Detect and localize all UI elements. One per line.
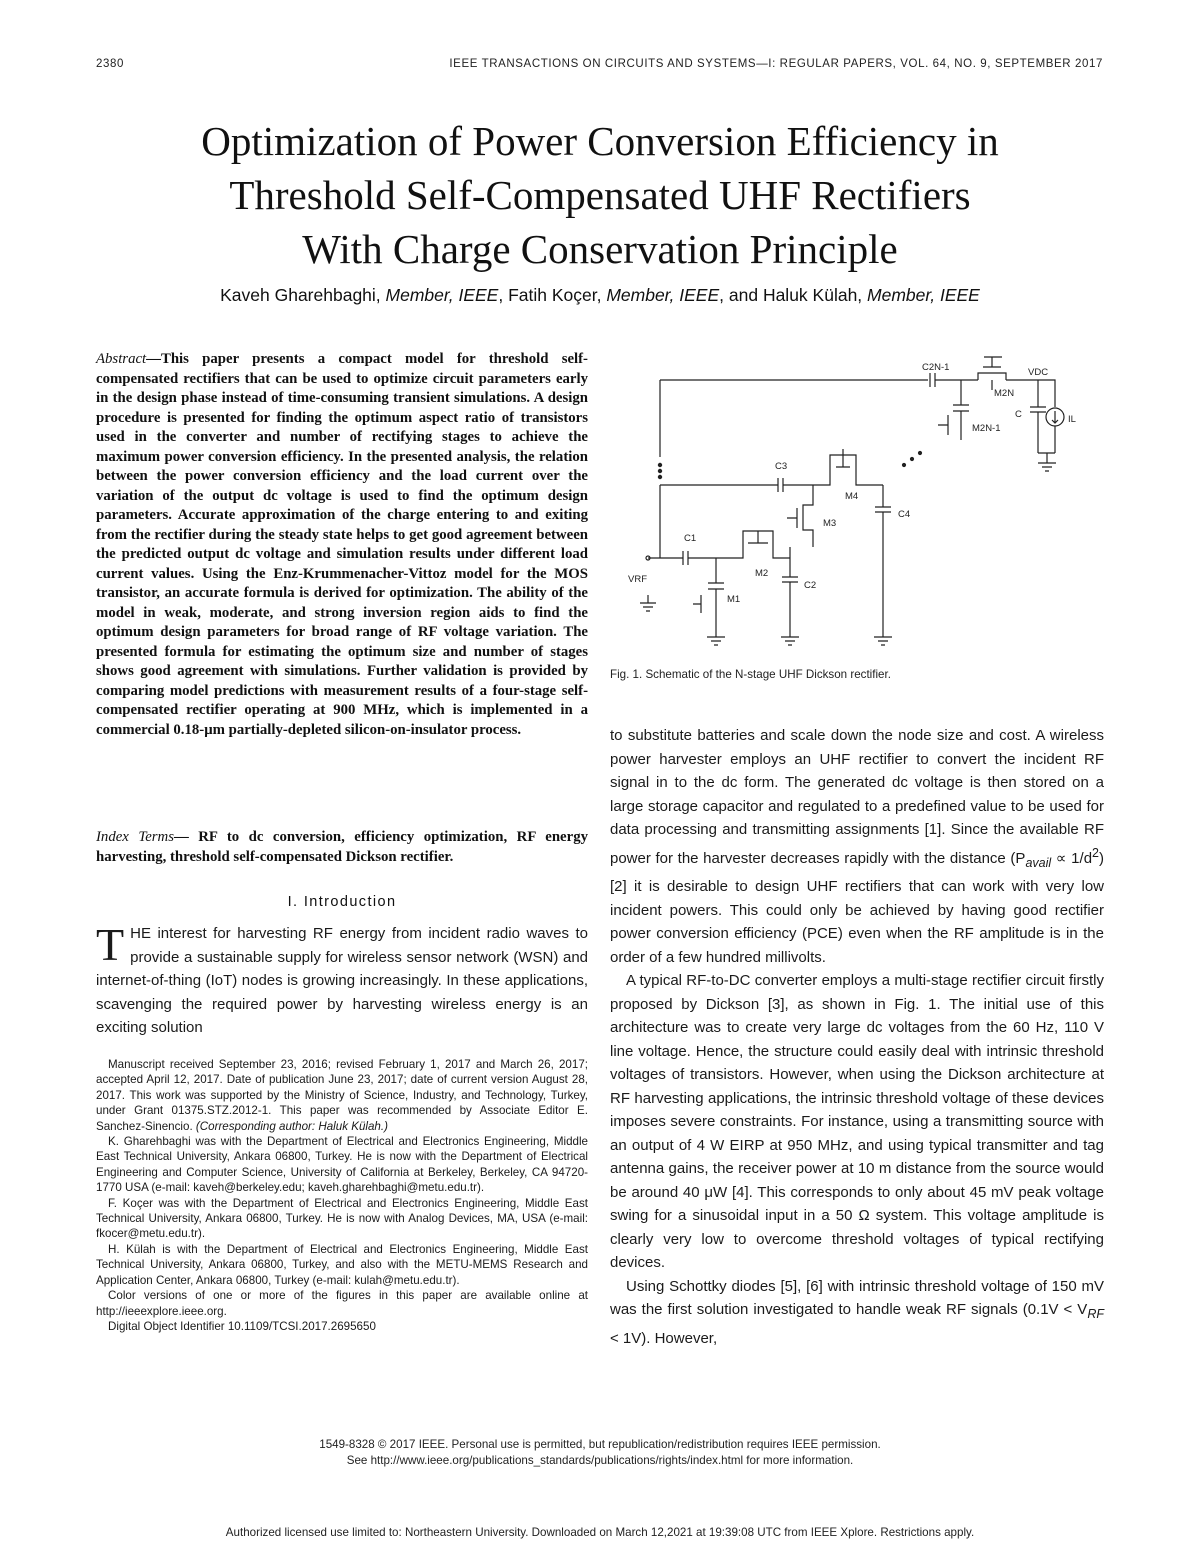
footnote: H. Külah is with the Department of Electrical and Electronics Engineering, Middle East Technical University, Ankara 06800, Turkey, and also with the METU-MEMS Research and Application Center, Ankara 06800, Turkey (e-mail: kulah@metu.edu.tr). [96, 1242, 588, 1287]
superscript: 2 [1092, 845, 1099, 860]
author-list [60, 285, 1140, 306]
transistor-m4-gate [836, 449, 850, 467]
author-membership: Member, IEEE [867, 285, 980, 305]
page-number: 2380 [96, 58, 124, 70]
body-text: Using Schottky diodes [5], [6] with intrinsic threshold voltage of 150 mV was the first solution investigated to handle weak RF signals (0.1V < V [610, 1277, 1104, 1318]
transistor-m2-gate [748, 531, 768, 543]
ellipsis-dot [658, 475, 661, 478]
author-name: , Fatih Koçer, [498, 285, 607, 305]
label-m2n: M2N [994, 388, 1015, 399]
author-name: , and Haluk Külah, [719, 285, 868, 305]
ellipsis-dot [919, 452, 922, 455]
corresponding-author: (Corresponding author: Haluk Külah.) [195, 1119, 388, 1133]
intro-text: HE interest for harvesting RF energy from incident radio waves to provide a sustainable supply for wireless sensor network (WSN) and internet-of-thing (IoT) nodes is growing increasingly. In these applications, scavenging the required power by harvesting wireless energy is an exciting solution [96, 925, 588, 1036]
copyright-notice [0, 1437, 1200, 1469]
label-vrf: VRF [628, 574, 647, 585]
intro-paragraph [96, 919, 588, 1040]
capacitor-c4 [875, 485, 891, 637]
transistor-m2n [978, 373, 1006, 380]
body-text: < 1V). However, [610, 1329, 718, 1347]
figure-caption: Fig. 1. Schematic of the N-stage UHF Dickson rectifier. [610, 668, 891, 681]
license-footer: Authorized licensed use limited to: Northeastern University. Downloaded on March 12,2021 at 19:39:08 UTC from IEEE Xplore. Restrictions apply. [225, 1526, 975, 1539]
current-arrow [1052, 411, 1058, 423]
transistor-m2n-gate [983, 357, 1002, 367]
body-text: to substitute batteries and scale down the node size and cost. A wireless power harvester employs an UHF rectifier to convert the incident RF signal in to the dc form. The generated dc voltage is then stored on a large storage capacitor and regulated to a predefined value to be used for data processing and transmitting assignments [1]. Since the available RF power for the harvester decreases rapidly with the distance (P [610, 727, 1104, 867]
ellipsis-dot [658, 469, 661, 472]
label-vdc: VDC [1028, 367, 1049, 378]
right-column-body [610, 724, 1104, 1350]
transistor-m2n1 [953, 380, 969, 440]
label-c3: C3 [775, 461, 788, 472]
drop-cap: T [96, 919, 125, 970]
footnote: Digital Object Identifier 10.1109/TCSI.2017.2695650 [108, 1319, 376, 1333]
transistor-m1-gate [693, 595, 701, 613]
copyright-line: See http://www.ieee.org/publications_standards/publications/rights/index.html for more information. [346, 1454, 854, 1467]
abstract [96, 350, 588, 740]
body-text: ∝ 1/d [1051, 849, 1093, 867]
wire [1038, 380, 1055, 407]
author-membership: Member, IEEE [606, 285, 720, 305]
index-terms [96, 828, 588, 867]
label-c2n1: C2N-1 [922, 362, 950, 373]
label-c: C [1015, 409, 1022, 420]
rectifier-schematic [608, 345, 1106, 660]
label-m2: M2 [755, 568, 769, 579]
body-paragraph [610, 1275, 1104, 1351]
footnotes [96, 1057, 588, 1334]
title-line: With Charge Conservation Principle [302, 226, 898, 272]
ellipsis-dot [658, 463, 661, 466]
capacitor-c1 [683, 551, 688, 565]
journal-header: IEEE TRANSACTIONS ON CIRCUITS AND SYSTEMS—I: REGULAR PAPERS, VOL. 64, NO. 9, SEPTEMBER 2017 [449, 58, 1103, 70]
subscript: RF [1087, 1307, 1104, 1321]
label-m2n1: M2N-1 [972, 423, 1001, 434]
label-c2: C2 [804, 580, 817, 591]
subscript: avail [1025, 855, 1052, 870]
transistor-m2n1-gate [938, 415, 948, 435]
copyright-line: 1549-8328 © 2017 IEEE. Personal use is permitted, but republication/redistribution requires IEEE permission. [319, 1438, 881, 1451]
index-terms-text: — RF to dc conversion, efficiency optimization, RF energy harvesting, threshold self-compensated Dickson rectifier. [96, 829, 588, 865]
abstract-text: —This paper presents a compact model for threshold self-compensated rectifiers that can be used to optimize circuit parameters early in the design phase instead of time-consuming transient simulations. A design procedure is presented for finding the optimum aspect ratio of transistors used in the converter and number of rectifying stages to achieve the maximum power conversion efficiency. In the presented analysis, the relation between the power conversion efficiency and the load current over the variation of the output dc voltage is used to find the optimum design parameters. Accurate approximation of the charge entering to and exiting from the rectifier during the steady state helps to get good agreement between the predicted output dc voltage and simulation results under different load current values. Using the Enz-Krummenacher-Vittoz model for the MOS transistor, an accurate formula is derived for optimization. The ability of the model in weak, moderate, and strong inversion region aids to find the optimum design parameters for broad range of RF voltage variation. The presented formula for estimating the optimum size and number of stages shows good agreement with simulations. Further validation is provided by comparing model predictions with measurement results of a four-stage self-compensated rectifier operating at 900 MHz, which is implemented in a commercial 0.18-μm partially-depleted silicon-on-insulator process. [96, 351, 588, 738]
label-c4: C4 [898, 509, 911, 520]
capacitor-c3 [778, 478, 783, 492]
footnote: Color versions of one or more of the figures in this paper are available online at http://ieeexplore.ieee.org. [96, 1289, 588, 1318]
capacitor-c-output [1030, 380, 1046, 453]
label-m3: M3 [823, 518, 837, 529]
label-c1: C1 [684, 533, 697, 544]
ground-symbol [640, 595, 656, 611]
paper-title [60, 114, 1140, 276]
footnote: F. Koçer was with the Department of Electrical and Electronics Engineering, Middle East Technical University, Ankara 06800, Turkey. He is now with Analog Devices, MA, USA (e-mail: fkocer@metu.edu.tr). [96, 1196, 588, 1241]
footnote: K. Gharehbaghi was with the Department of Electrical and Electronics Engineering, Middle East Technical University, Ankara 06800, Turkey. He is now with the Department of Electrical Engineering and Computer Science, University of California at Berkeley, Berkeley, CA 94720-1770 USA (e-mail: kaveh@berkeley.edu; kaveh.gharehbaghi@metu.edu.tr). [96, 1135, 588, 1195]
ellipsis-dot [911, 458, 914, 461]
ground-symbol [781, 637, 799, 645]
author-membership: Member, IEEE [385, 285, 499, 305]
ground-symbol [1038, 426, 1056, 471]
footnote-text: Manuscript received September 23, 2016; revised February 1, 2017 and March 26, 2017; accepted April 12, 2017. Date of publication June 23, 2017; date of current version August 28, 2017. This work was supported by the Ministry of Science, Industry, and Technology, Turkey, under Grant 01375.STZ.2012-1. This paper was recommended by Associate Editor E. Sanchez-Sinencio. [96, 1058, 588, 1133]
index-terms-label: Index Terms [96, 829, 174, 845]
footnote [96, 1057, 588, 1134]
capacitor-c2n1 [930, 373, 935, 387]
body-paragraph: A typical RF-to-DC converter employs a multi-stage rectifier circuit firstly proposed by Dickson [3], as shown in Fig. 1. The initial use of this architecture was to create very large dc voltages from the 60 Hz, 110 V line voltage. Hence, the structure could easily deal with intrinsic threshold voltages of transistors. However, when using the Dickson architecture at RF harvesting applications, the intrinsic threshold voltage of these devices imposes severe constraints. For instance, using a transmitting source with an output of 4 W EIRP at 950 MHz, and using typical transmitter and tag antenna gains, the receiver power at 10 m distance from the source would be around 40 μW [4]. This corresponds to only about 45 mV peak voltage swing for a sinusoidal input in a 50 Ω system. This voltage amplitude is clearly very low to overcome threshold voltages of typical rectifying devices. [610, 972, 1104, 1271]
label-m4: M4 [845, 491, 859, 502]
transistor-m1 [708, 558, 724, 637]
label-il: IL [1068, 414, 1076, 425]
title-line: Optimization of Power Conversion Efficiency in [201, 118, 999, 164]
ground-symbol [874, 637, 892, 645]
ground-symbol [707, 637, 725, 645]
author-name: Kaveh Gharehbaghi, [220, 285, 386, 305]
transistor-m2 [688, 531, 790, 558]
abstract-label: Abstract [96, 351, 147, 367]
capacitor-c2 [782, 547, 798, 637]
body-text: ) [2] it is desirable to design UHF rectifiers that can work with very low incident powers. This could only be achieved by having good rectifier power conversion efficiency (PCE) even when the RF amplitude is in the order of a few hundred millivolts. [610, 849, 1104, 966]
transistor-m3-gate [787, 508, 797, 528]
transistor-m4 [783, 455, 883, 485]
ellipsis-dot [903, 464, 906, 467]
section-heading: I. Introduction [287, 894, 397, 910]
transistor-m3 [803, 485, 813, 547]
title-line: Threshold Self-Compensated UHF Rectifiers [229, 172, 971, 218]
body-paragraph [610, 724, 1104, 969]
label-m1: M1 [727, 594, 741, 605]
